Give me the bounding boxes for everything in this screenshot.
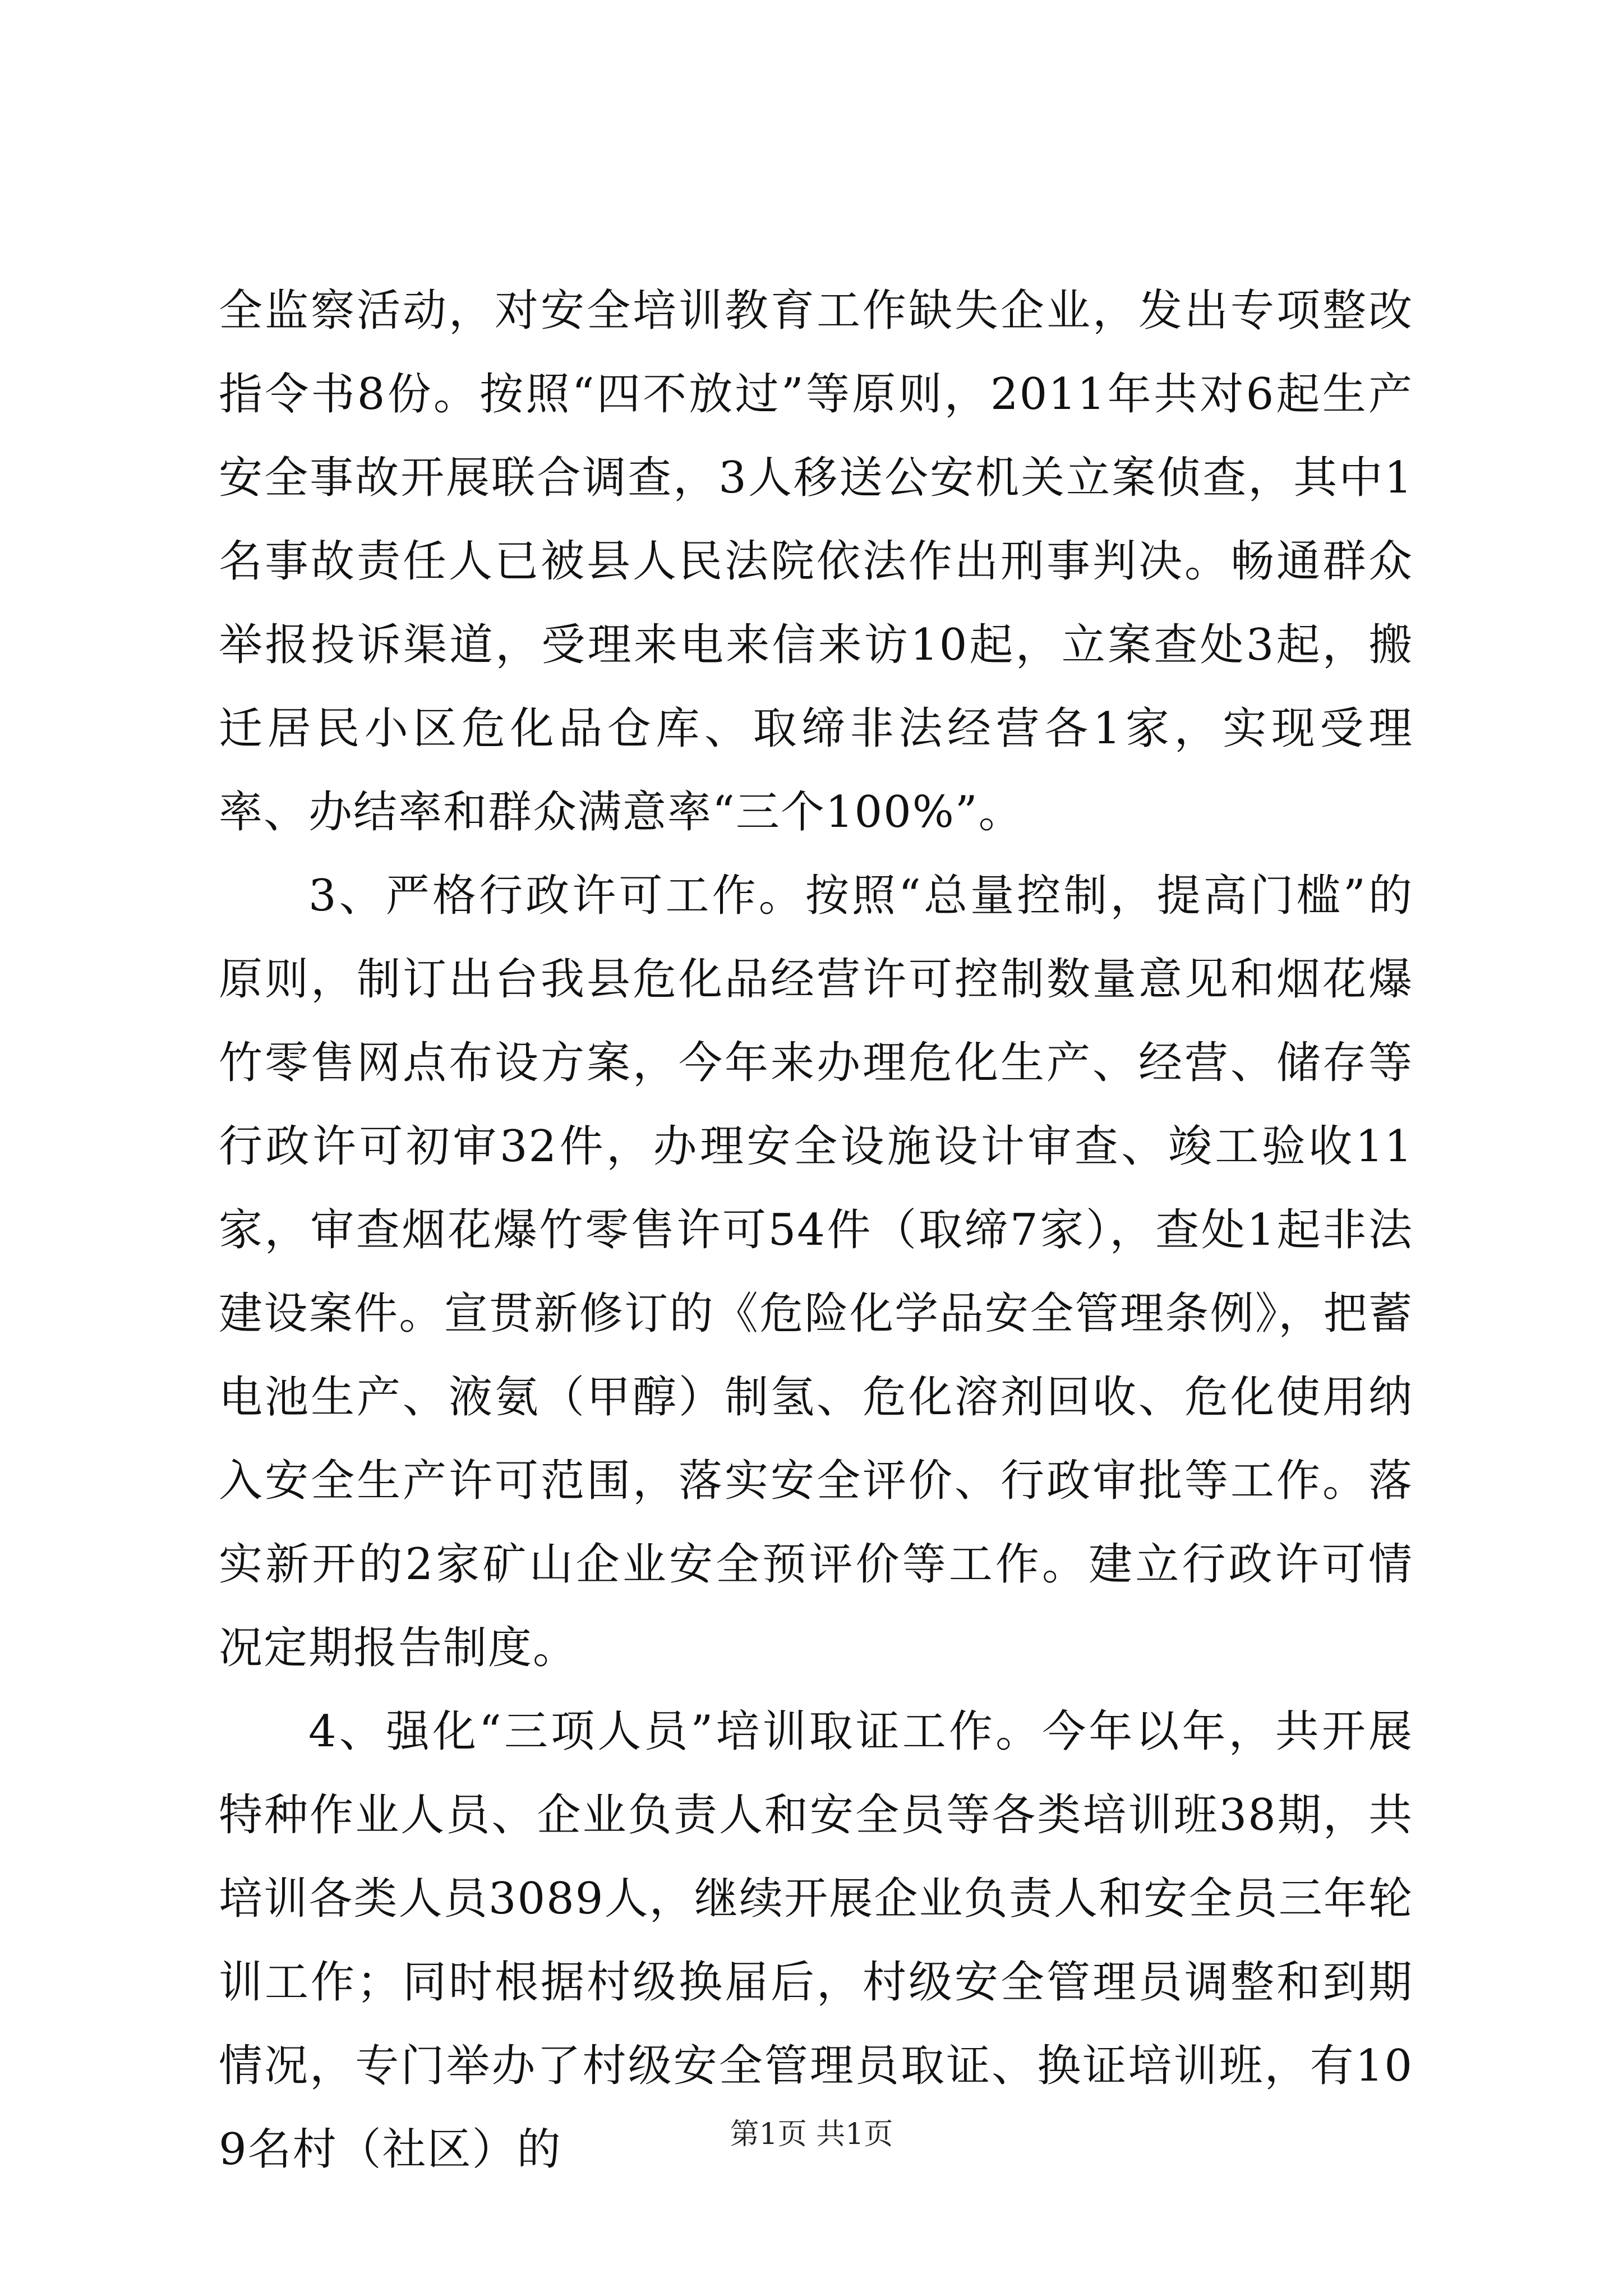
paragraph-personnel-training: 4、强化“三项人员”培训取证工作。今年以年，共开展特种作业人员、企业负责人和安全员等各类培训班38期，共培训各类人员3089人，继续开展企业负责人和安全员三年轮训工作；同时根据村级换届后，村级安全管理员调整和到期情况，专门举办了村级安全管理员取证、换证培训班，有109名村（社区）的 [219, 1706, 1413, 2175]
document-body [219, 269, 1413, 2192]
paragraph-continuation: 全监察活动，对安全培训教育工作缺失企业，发出专项整改指令书8份。按照“四不放过”等原则，2011年共对6起生产安全事故开展联合调查，3人移送公安机关立案侦查，其中1名事故责任人已被县人民法院依法作出刑事判决。畅通群众举报投诉渠道，受理来电来信来访10起，立案查处3起，搬迁居民小区危化品仓库、取缔非法经营各1家，实现受理率、办结率和群众满意率“三个100%”。 [219, 286, 1413, 838]
page-footer: 第1页 共1页 [730, 2118, 893, 2151]
paragraph-administrative-licensing: 3、严格行政许可工作。按照“总量控制，提高门槛”的原则，制订出台我县危化品经营许可控制数量意见和烟花爆竹零售网点布设方案，今年来办理危化生产、经营、储存等行政许可初审32件，办理安全设施设计审查、竣工验收11家，审查烟花爆竹零售许可54件（取缔7家），查处1起非法建设案件。宣贯新修订的《危险化学品安全管理条例》，把蓄电池生产、液氨（甲醇）制氢、危化溶剂回收、危化使用纳入安全生产许可范围，落实安全评价、行政审批等工作。落实新开的2家矿山企业安全预评价等工作。建立行政许可情况定期报告制度。 [219, 871, 1413, 1673]
